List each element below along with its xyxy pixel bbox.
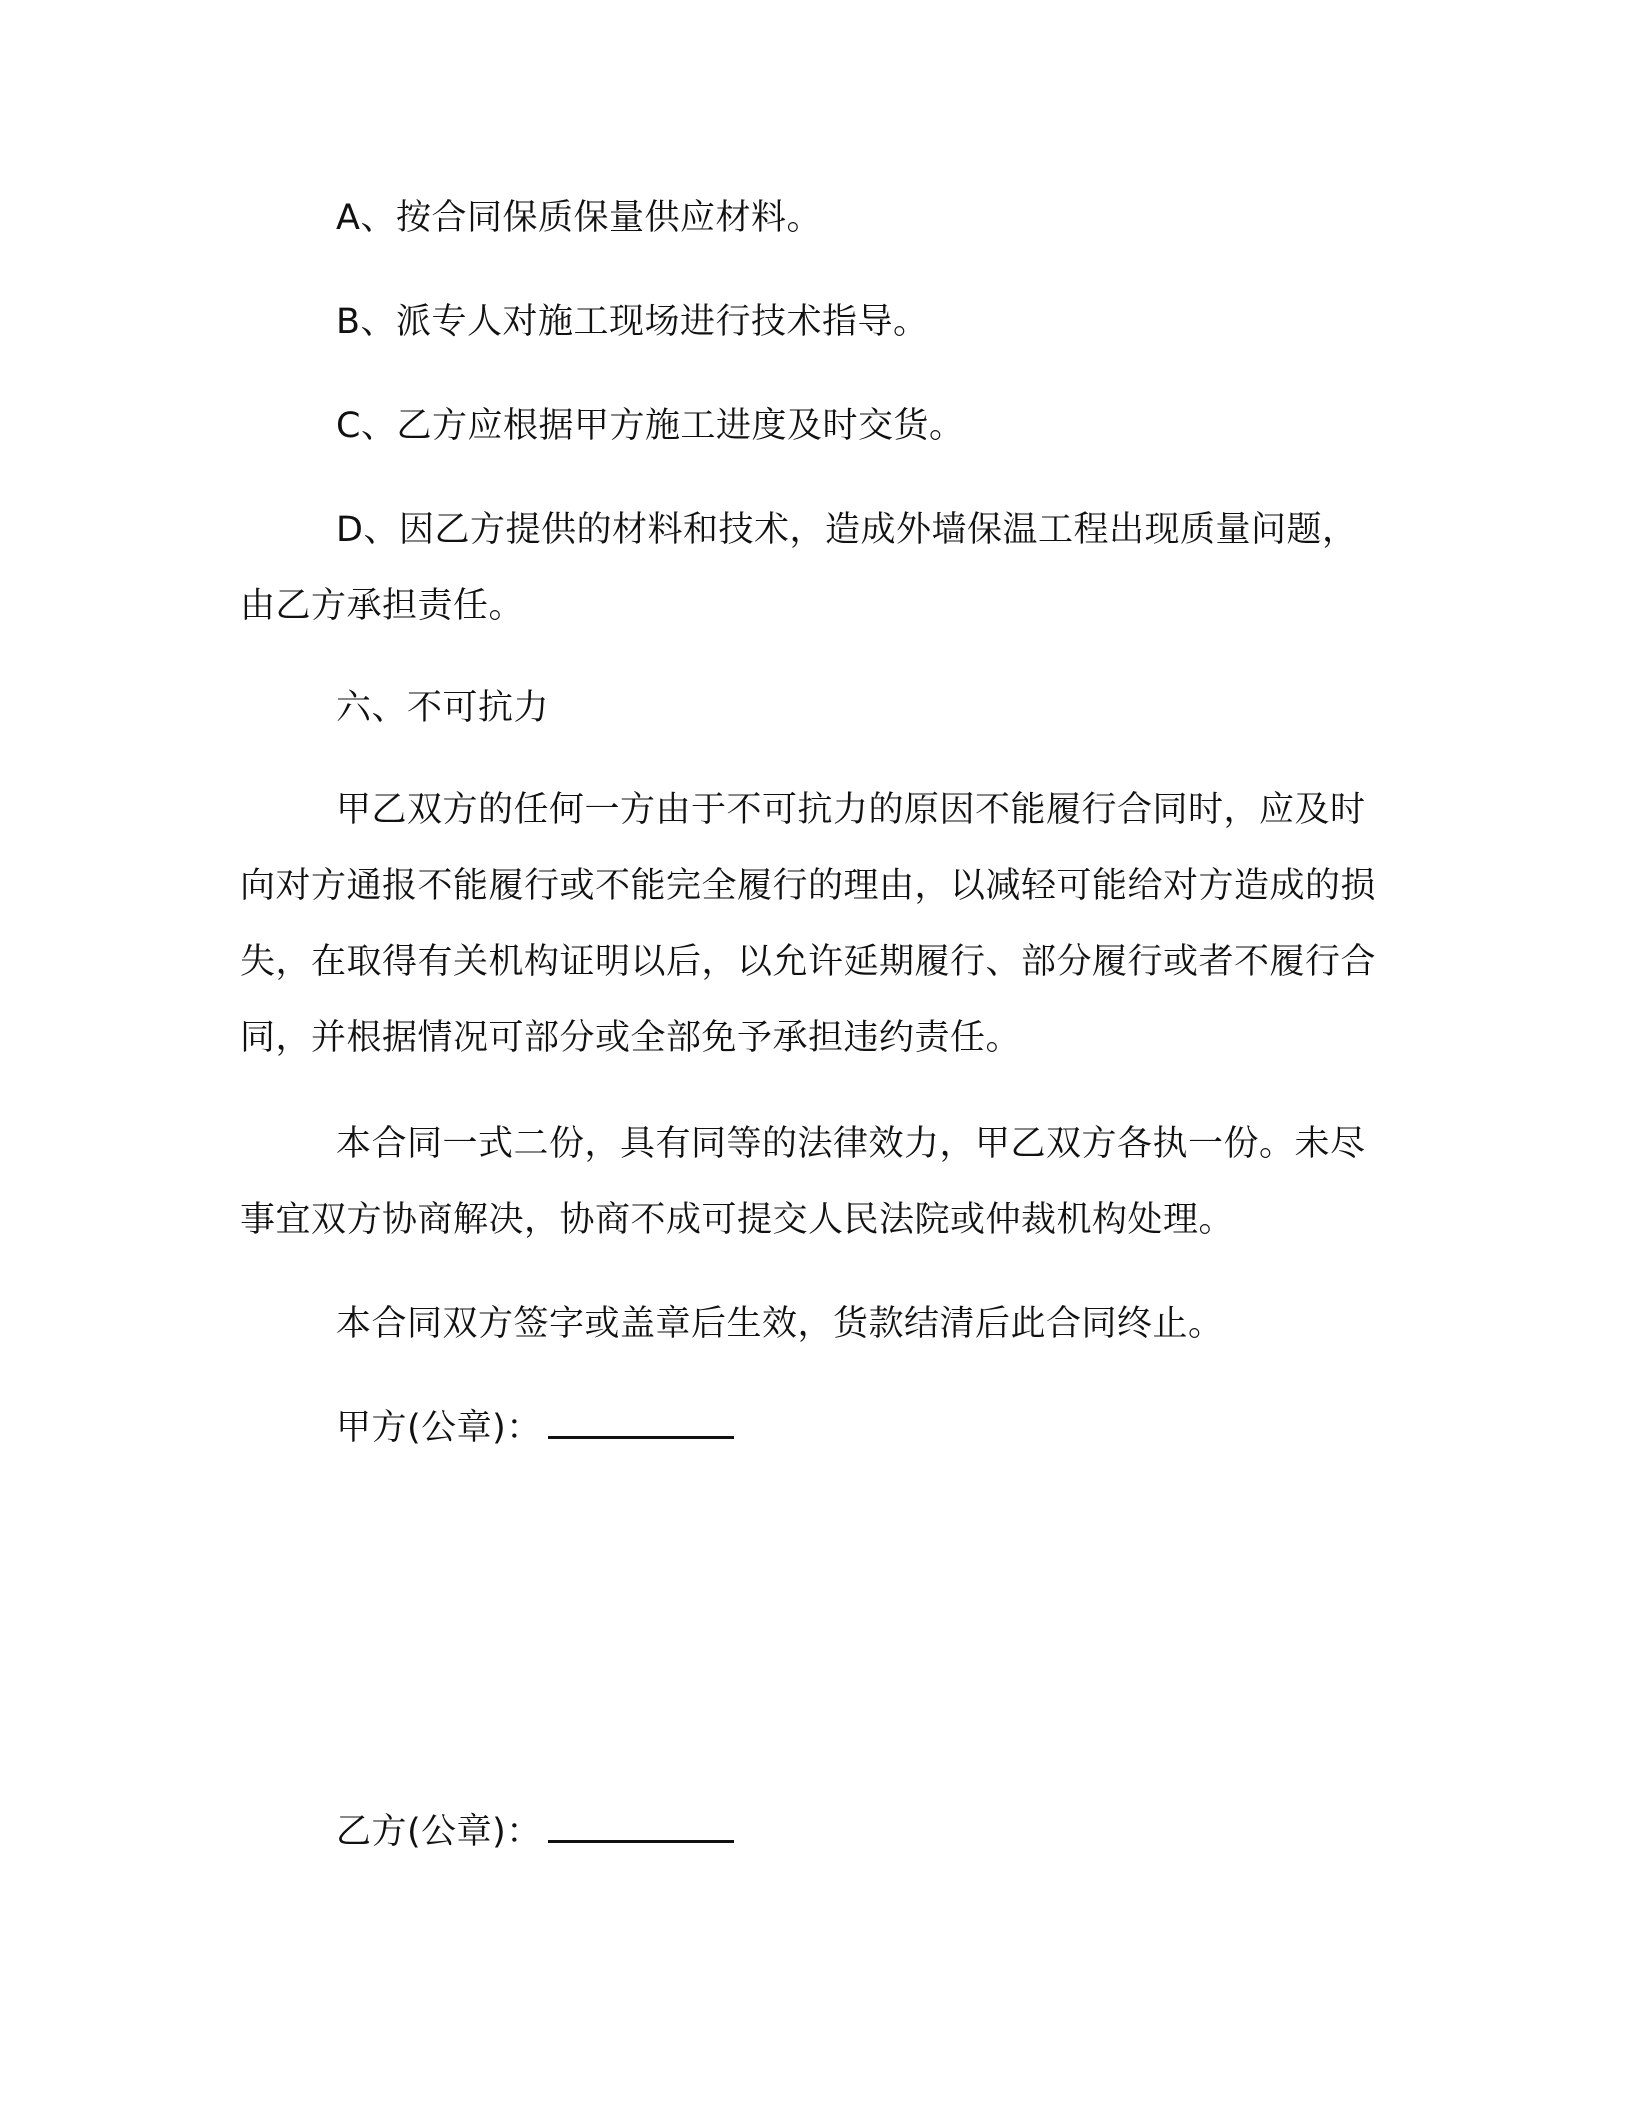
section-6-body: 甲乙双方的任何一方由于不可抗力的原因不能履行合同时，应及时向对方通报不能履行或不能完全履行的理由，以减轻可能给对方造成的损失，在取得有关机构证明以后，以允许延期履行、部分履行或者不履行合同，并根据情况可部分或全部免予承担违约责任。 [240,790,1377,1058]
party-b-label: 乙方(公章)： [336,1812,542,1852]
item-b: B、派专人对施工现场进行技术指导。 [336,302,929,342]
item-d: D、因乙方提供的材料和技术，造成外墙保温工程出现质量问题，由乙方承担责任。 [240,510,1358,626]
item-a: A、按合同保质保量供应材料。 [336,198,822,238]
party-b-signature-line [548,1810,734,1843]
party-a-label: 甲方(公章)： [336,1408,542,1448]
party-a-signature-line [548,1406,734,1439]
copies-clause: 本合同一式二份，具有同等的法律效力，甲乙双方各执一份。未尽事宜双方协商解决，协商不成可提交人民法院或仲裁机构处理。 [240,1124,1366,1240]
effect-clause: 本合同双方签字或盖章后生效，货款结清后此合同终止。 [336,1304,1224,1344]
party-a-signature [240,1390,1390,1466]
party-b-signature [240,1794,1390,1870]
item-c: C、乙方应根据甲方施工进度及时交货。 [336,406,965,446]
section-6-heading: 六、不可抗力 [336,688,550,728]
